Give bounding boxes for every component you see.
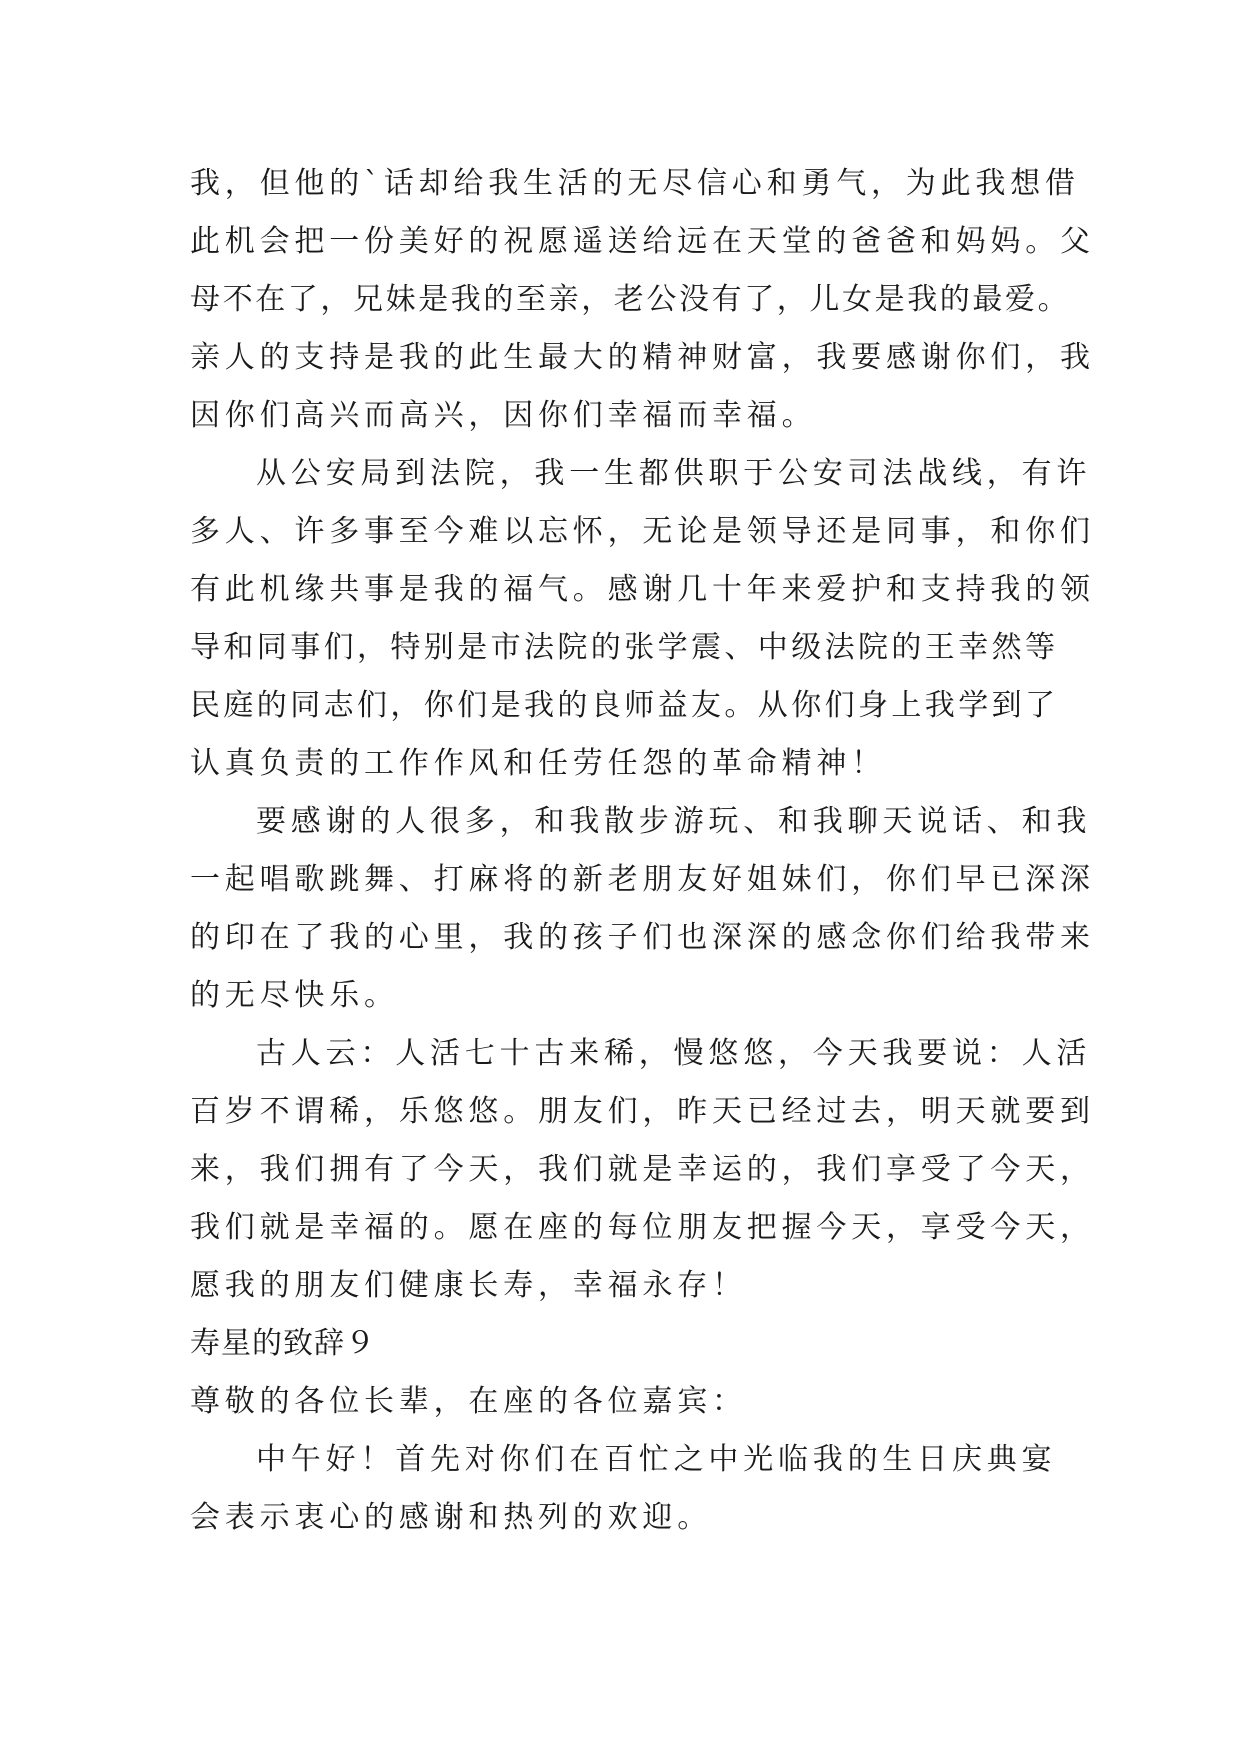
text-line: 一起唱歌跳舞、打麻将的新老朋友好姐妹们，你们早已深深 <box>190 862 1095 897</box>
section-heading: 寿星的致辞９ <box>190 1326 376 1361</box>
text-line: 母不在了，兄妹是我的至亲，老公没有了，儿女是我的最爱。 <box>190 282 1071 317</box>
text-line: 的印在了我的心里，我的孩子们也深深的感念你们给我带来 <box>190 920 1095 955</box>
paragraph-start-line: 要感谢的人很多，和我散步游玩、和我聊天说话、和我 <box>256 804 1092 839</box>
salutation-line: 尊敬的各位长辈，在座的各位嘉宾： <box>190 1384 747 1419</box>
paragraph-start-line: 从公安局到法院，我一生都供职于公安司法战线，有许 <box>256 456 1092 491</box>
text-line: 百岁不谓稀，乐悠悠。朋友们，昨天已经过去，明天就要到 <box>190 1094 1095 1129</box>
text-line: 我，但他的`话却给我生活的无尽信心和勇气，为此我想借 <box>190 166 1080 201</box>
text-line: 民庭的同志们，你们是我的良师益友。从你们身上我学到了 <box>190 688 1059 723</box>
paragraph-start-line: 古人云：人活七十古来稀，慢悠悠，今天我要说：人活 <box>256 1036 1092 1071</box>
text-line: 此机会把一份美好的祝愿遥送给远在天堂的爸爸和妈妈。父 <box>190 224 1095 259</box>
text-line: 导和同事们，特别是市法院的张学震、中级法院的王幸然等 <box>190 630 1059 665</box>
text-line: 我们就是幸福的。愿在座的每位朋友把握今天，享受今天， <box>190 1210 1095 1245</box>
text-line: 有此机缘共事是我的福气。感谢几十年来爱护和支持我的领 <box>190 572 1095 607</box>
text-line: 愿我的朋友们健康长寿，幸福永存！ <box>190 1268 747 1303</box>
text-line: 多人、许多事至今难以忘怀，无论是领导还是同事，和你们 <box>190 514 1095 549</box>
paragraph-start-line: 中午好！首先对你们在百忙之中光临我的生日庆典宴 <box>256 1442 1057 1477</box>
document-body <box>190 155 1095 1547</box>
text-line: 因你们高兴而高兴，因你们幸福而幸福。 <box>190 398 817 433</box>
text-line: 会表示衷心的感谢和热列的欢迎。 <box>190 1500 712 1535</box>
text-line: 认真负责的工作作风和任劳任怨的革命精神！ <box>190 746 886 781</box>
text-line: 来，我们拥有了今天，我们就是幸运的，我们享受了今天， <box>190 1152 1095 1187</box>
text-line: 亲人的支持是我的此生最大的精神财富，我要感谢你们，我 <box>190 340 1095 375</box>
text-line: 的无尽快乐。 <box>190 978 399 1013</box>
